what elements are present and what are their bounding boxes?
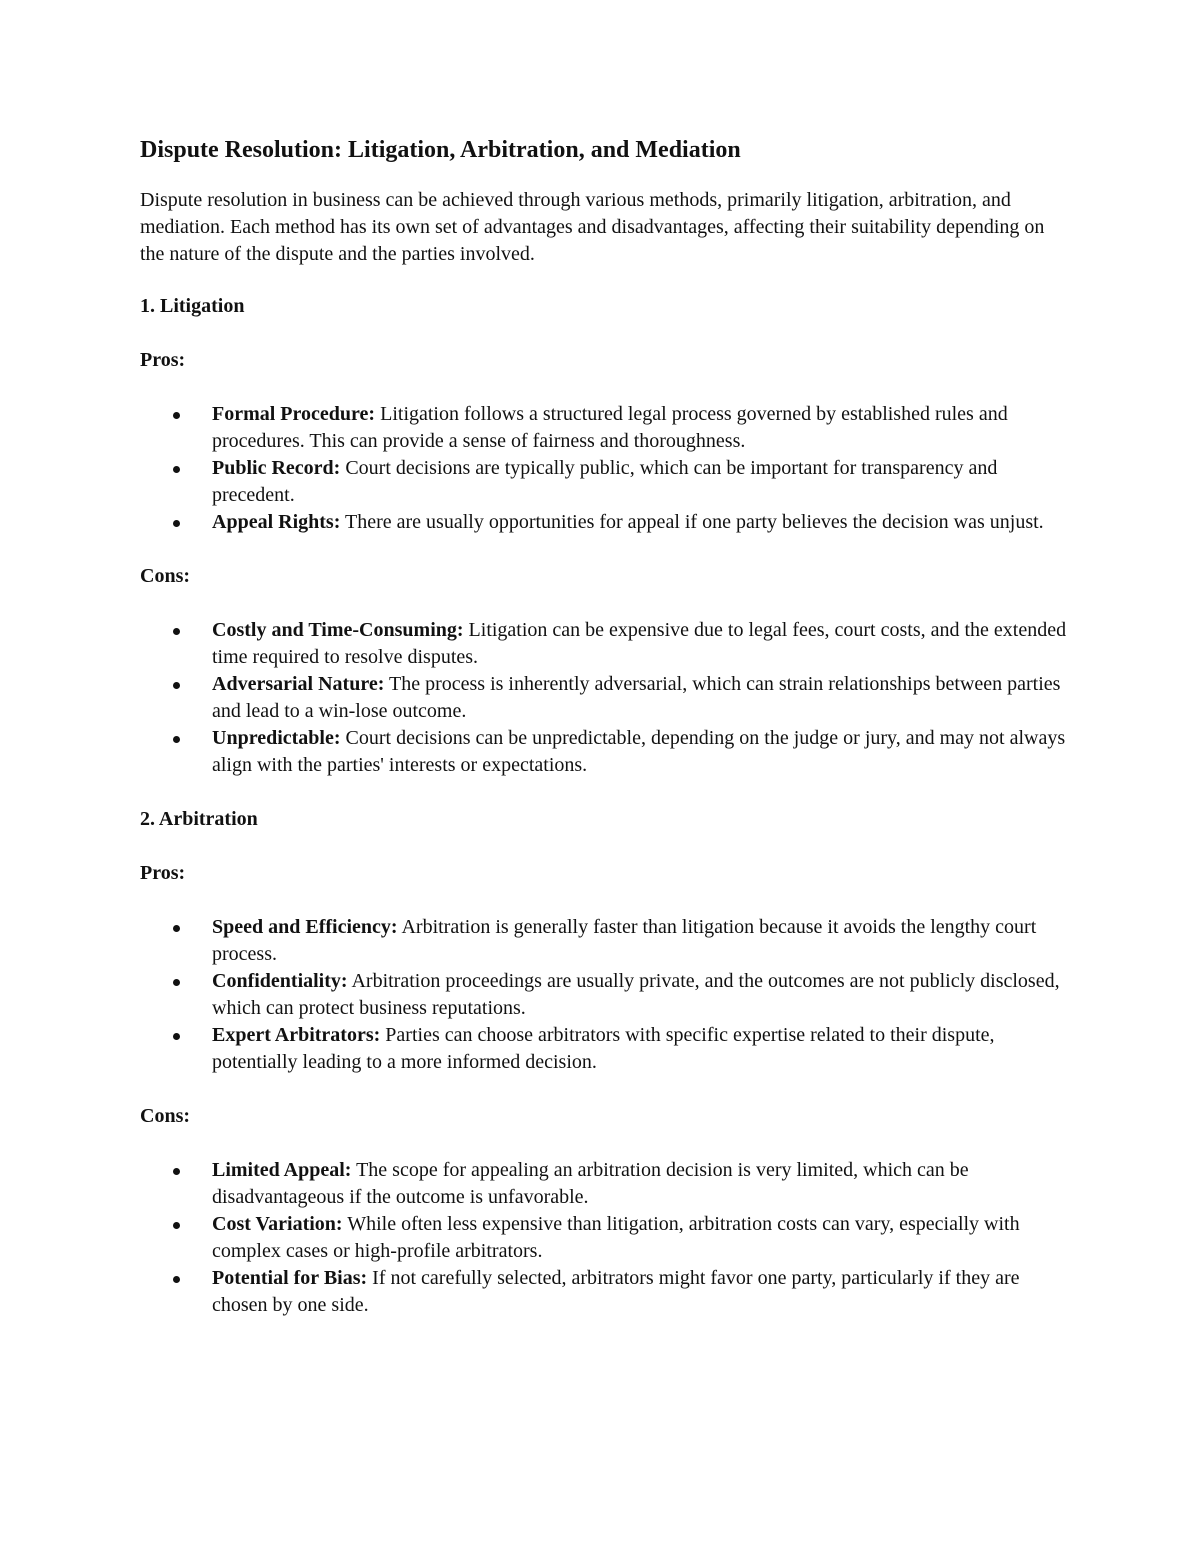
item-term: Public Record: [212,456,341,479]
item-text: Arbitration is generally faster than litigation because it avoids the lengthy court process. [212,915,1037,965]
bullet-icon [173,925,180,932]
pros-list [140,401,1070,536]
list-item [140,1265,1070,1319]
item-text: While often less expensive than litigation, arbitration costs can vary, especially with complex cases or high-profile arbitrators. [212,1212,1020,1262]
item-text: The process is inherently adversarial, which can strain relationships between parties and lead to a win-lose outcome. [212,672,1061,722]
bullet-icon [173,736,180,743]
item-term: Limited Appeal: [212,1158,352,1181]
list-item [140,509,1070,536]
item-text: Court decisions are typically public, which can be important for transparency and precedent. [212,456,998,506]
cons-label: Cons: [140,1104,191,1127]
bullet-icon [173,979,180,986]
bullet-icon [173,682,180,689]
item-term: Formal Procedure: [212,402,376,425]
item-text: Arbitration proceedings are usually private, and the outcomes are not publicly disclosed, which can protect business reputations. [212,969,1060,1019]
list-item [140,1211,1070,1265]
item-term: Adversarial Nature: [212,672,385,695]
item-text: There are usually opportunities for appeal if one party believes the decision was unjust. [340,510,1044,533]
item-text: If not carefully selected, arbitrators might favor one party, particularly if they are chosen by one side. [212,1266,1020,1316]
pros-label: Pros: [140,861,186,884]
item-text: Litigation can be expensive due to legal fees, court costs, and the extended time required to resolve disputes. [212,618,1067,668]
item-term: Unpredictable: [212,726,341,749]
bullet-icon [173,1168,180,1175]
list-item [140,671,1070,725]
item-text: Court decisions can be unpredictable, depending on the judge or jury, and may not always align with the parties' interests or expectations. [212,726,1066,776]
list-item [140,914,1070,968]
section-arbitration [140,806,1070,1319]
cons-label: Cons: [140,564,191,587]
list-item [140,725,1070,779]
bullet-icon [173,1222,180,1229]
bullet-icon [173,466,180,473]
item-term: Expert Arbitrators: [212,1023,381,1046]
list-item [140,401,1070,455]
list-item [140,1157,1070,1211]
item-text: Litigation follows a structured legal process governed by established rules and procedures. This can provide a sense of fairness and thoroughness. [212,402,1008,452]
item-term: Costly and Time-Consuming: [212,618,464,641]
document-title: Dispute Resolution: Litigation, Arbitration, and Mediation [140,137,741,163]
section-heading: 1. Litigation [140,294,245,317]
cons-list [140,1157,1070,1319]
document-page [140,136,1070,1346]
item-term: Speed and Efficiency: [212,915,398,938]
list-item [140,617,1070,671]
bullet-icon [173,628,180,635]
cons-list [140,617,1070,779]
section-heading: 2. Arbitration [140,807,258,830]
item-term: Cost Variation: [212,1212,343,1235]
item-text: Parties can choose arbitrators with specific expertise related to their dispute, potentially leading to a more informed decision. [212,1023,995,1073]
list-item [140,968,1070,1022]
pros-list [140,914,1070,1076]
intro-paragraph: Dispute resolution in business can be achieved through various methods, primarily litigation, arbitration, and mediation. Each method has its own set of advantages and disadvantages, affecting their suitability depending on the nature of the dispute and the parties involved. [140,188,1045,265]
item-term: Potential for Bias: [212,1266,368,1289]
pros-label: Pros: [140,348,186,371]
bullet-icon [173,412,180,419]
bullet-icon [173,520,180,527]
list-item [140,1022,1070,1076]
item-term: Confidentiality: [212,969,348,992]
list-item [140,455,1070,509]
section-litigation [140,293,1070,779]
item-term: Appeal Rights: [212,510,341,533]
bullet-icon [173,1276,180,1283]
bullet-icon [173,1033,180,1040]
item-text: The scope for appealing an arbitration decision is very limited, which can be disadvantageous if the outcome is unfavorable. [212,1158,969,1208]
